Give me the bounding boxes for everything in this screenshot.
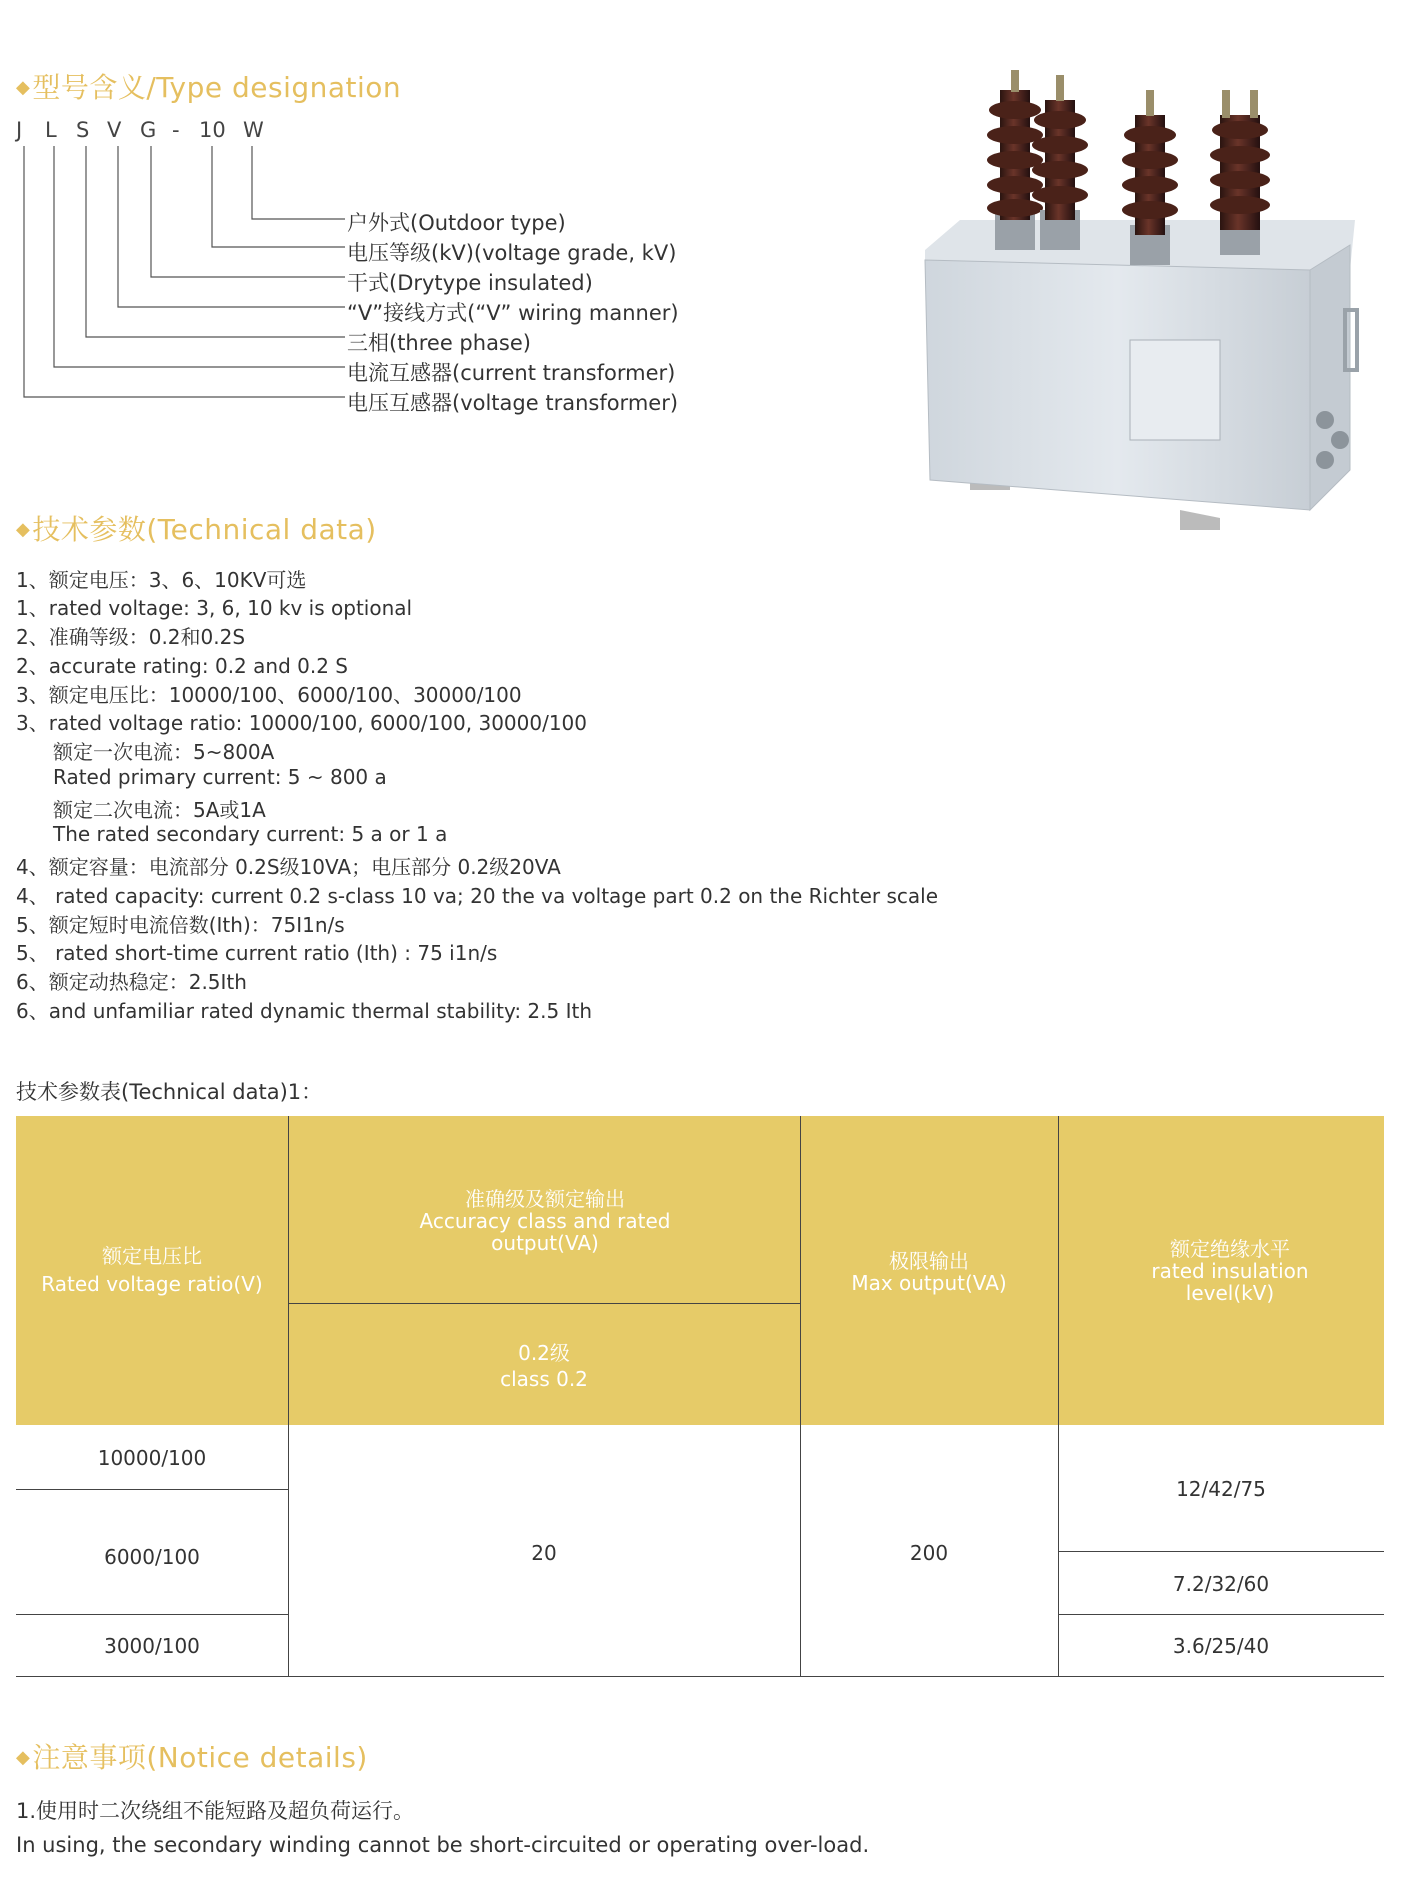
section-heading-type-designation: ◆型号含义/Type designation [16, 71, 402, 104]
designation-current-transformer: 电流互感器(current transformer) [347, 361, 676, 385]
cell-ratio: 10000/100 [97, 1446, 207, 1470]
code-letter-l: L [45, 118, 57, 142]
spec-line: 5、额定短时电流倍数(Ith)：75I1n/s [16, 913, 345, 937]
spec-line: 6、额定动热稳定：2.5Ith [16, 970, 247, 994]
cell-max-output: 200 [909, 1541, 949, 1565]
code-letter-w: W [243, 118, 264, 142]
designation-v-wiring: “V”接线方式(“V” wiring manner) [347, 301, 679, 325]
spec-line: The rated secondary current: 5 a or 1 a [53, 822, 448, 846]
table-divider [288, 1303, 800, 1304]
designation-drytype: 干式(Drytype insulated) [347, 271, 593, 295]
table-divider [16, 1676, 1384, 1677]
spec-line: 额定二次电流：5A或1A [53, 798, 266, 822]
code-letter-v: V [107, 118, 122, 142]
spec-line: 3、rated voltage ratio: 10000/100, 6000/100, 30000/100 [16, 711, 588, 735]
diamond-bullet-icon: ◆ [16, 1747, 31, 1768]
cell-output: 20 [531, 1541, 557, 1565]
designation-voltage-transformer: 电压互感器(voltage transformer) [347, 391, 679, 415]
cell-insulation: 7.2/32/60 [1172, 1572, 1270, 1596]
spec-line: 1、rated voltage: 3, 6, 10 kv is optional [16, 596, 413, 620]
table-divider [16, 1614, 288, 1615]
transformer-product-image [920, 70, 1390, 540]
table-divider [1058, 1116, 1059, 1676]
spec-line: 额定一次电流：5~800A [53, 740, 275, 764]
notice-en: In using, the secondary winding cannot be short-circuited or operating over-load. [16, 1833, 870, 1857]
code-letter-s: S [76, 118, 90, 142]
table-caption: 技术参数表(Technical data)1： [16, 1080, 323, 1104]
diamond-bullet-icon: ◆ [16, 519, 31, 540]
cell-ratio: 3000/100 [104, 1634, 200, 1658]
spec-line: 4、 rated capacity: current 0.2 s-class 10 va; 20 the va voltage part 0.2 on the Richter scale [16, 884, 939, 908]
table-divider [800, 1116, 801, 1676]
table-divider [1058, 1614, 1384, 1615]
table-divider [288, 1116, 289, 1676]
code-dash: - [172, 118, 180, 142]
header-max-output: 极限输出 Max output(VA) [851, 1249, 1007, 1295]
spec-line: 1、额定电压：3、6、10KV可选 [16, 568, 307, 592]
spec-line: 3、额定电压比：10000/100、6000/100、30000/100 [16, 683, 522, 707]
cell-insulation: 12/42/75 [1176, 1477, 1266, 1501]
designation-outdoor: 户外式(Outdoor type) [347, 211, 566, 235]
cell-insulation: 3.6/25/40 [1172, 1634, 1270, 1658]
cell-ratio: 6000/100 [104, 1545, 200, 1569]
header-class: 0.2级 class 0.2 [500, 1341, 588, 1391]
designation-voltage-grade: 电压等级(kV)(voltage grade, kV) [347, 241, 677, 265]
table-divider [16, 1489, 288, 1490]
spec-line: 4、额定容量：电流部分 0.2S级10VA；电压部分 0.2级20VA [16, 855, 561, 879]
header-insulation: 额定绝缘水平 rated insulation level(kV) [1151, 1237, 1309, 1305]
section-heading-notice: ◆注意事项(Notice details) [16, 1741, 368, 1774]
section-heading-technical-data: ◆技术参数(Technical data) [16, 513, 377, 546]
notice-cn: 1.使用时二次绕组不能短路及超负荷运行。 [16, 1799, 415, 1823]
header-ratio: 额定电压比 Rated voltage ratio(V) [41, 1244, 263, 1296]
code-voltage: 10 [199, 118, 226, 142]
code-letter-j: J [16, 118, 23, 142]
spec-line: 5、 rated short-time current ratio (Ith) : 75 i1n/s [16, 941, 498, 965]
spec-line: Rated primary current: 5 ~ 800 a [53, 765, 387, 789]
header-accuracy: 准确级及额定输出 Accuracy class and rated output(VA) [419, 1187, 671, 1255]
spec-line: 2、准确等级：0.2和0.2S [16, 625, 246, 649]
diamond-bullet-icon: ◆ [16, 77, 31, 98]
spec-line: 2、accurate rating: 0.2 and 0.2 S [16, 654, 348, 678]
designation-three-phase: 三相(three phase) [347, 331, 531, 355]
code-letter-g: G [140, 118, 157, 142]
spec-line: 6、and unfamiliar rated dynamic thermal stability: 2.5 Ith [16, 999, 593, 1023]
table-divider [1058, 1551, 1384, 1552]
